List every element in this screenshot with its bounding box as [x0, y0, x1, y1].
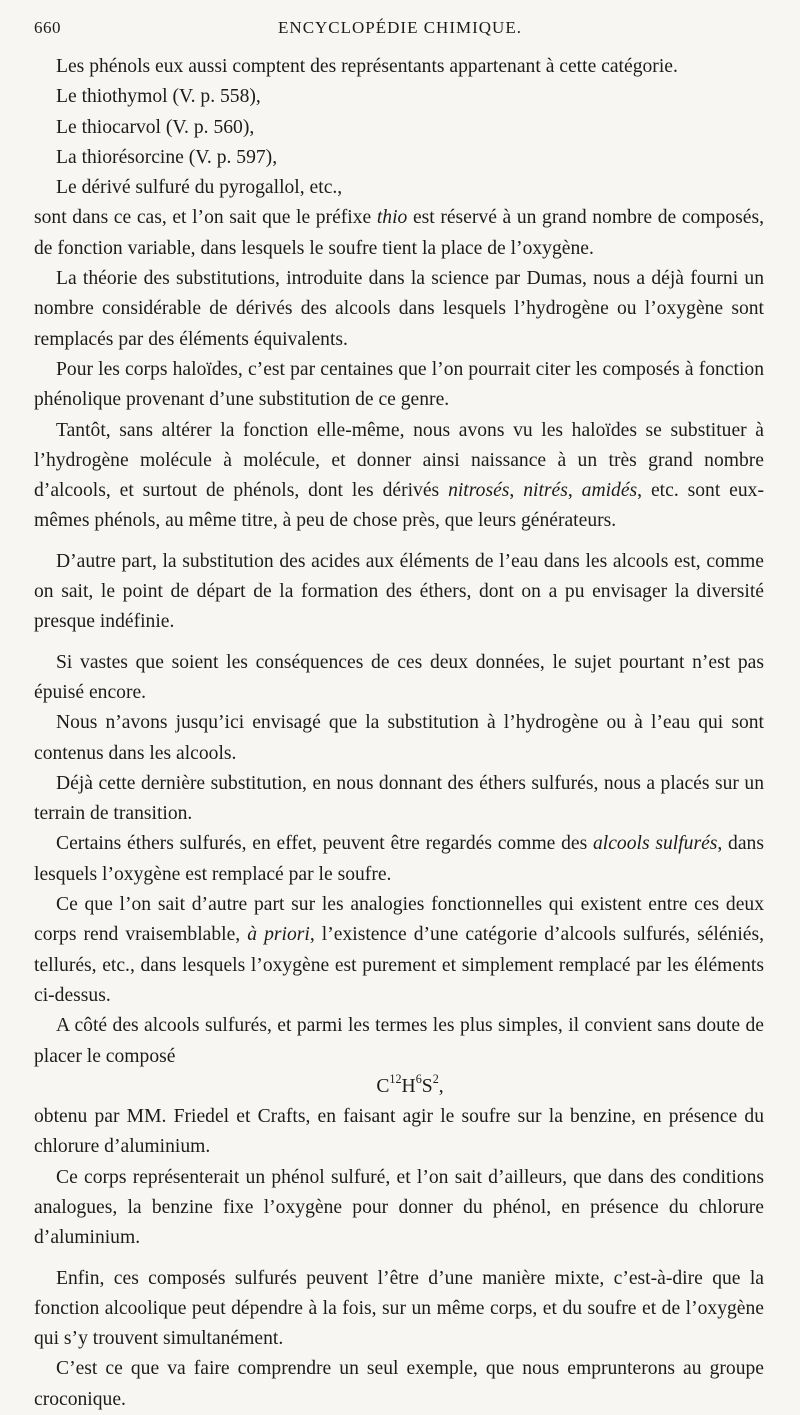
paragraph: Déjà cette dernière substitution, en nous donnant des éthers sulfurés, nous a placés sur un terrain de transition.	[34, 772, 764, 825]
text-run: , etc. sont eux-mêmes phénols, au même titre, à peu de chose près, que leurs générateurs.	[34, 480, 765, 532]
text-run: sont dans ce cas, et l’on sait que le préfixe	[34, 207, 377, 229]
text-run: ,	[509, 480, 524, 502]
paragraph	[34, 829, 764, 890]
paragraph: La thiorésorcine (V. p. 597),	[56, 146, 278, 168]
chemical-formula	[34, 1072, 764, 1102]
page-body	[34, 52, 764, 1415]
paragraph: obtenu par MM. Friedel et Crafts, en faisant agir le soufre sur la benzine, en présence du chlorure d’aluminium.	[34, 1106, 764, 1158]
formula-index: 2	[432, 1072, 439, 1087]
formula-element: C	[376, 1075, 390, 1097]
text-run: Certains éthers sulfurés, en effet, peuvent être regardés comme des	[56, 833, 593, 855]
formula-punctuation: ,	[438, 1075, 444, 1097]
italic-term: nitrosés	[448, 480, 510, 502]
formula-element: H	[401, 1075, 416, 1097]
text-run: Ce que l’on sait d’autre part sur les analogies fonctionnelles qui existent entre ces deux corps rend vraisemblable,	[34, 894, 764, 946]
paragraph: Les phénols eux aussi comptent des représentants appartenant à cette catégorie.	[56, 56, 678, 77]
paragraph: C’est ce que va faire comprendre un seul exemple, que nous emprunterons au groupe croconique.	[34, 1358, 764, 1410]
paragraph: Le dérivé sulfuré du pyrogallol, etc.,	[56, 177, 343, 199]
italic-term: à priori	[247, 924, 310, 946]
formula-element: S	[421, 1075, 433, 1097]
paragraph: Si vastes que soient les conséquences de ces deux données, le sujet pourtant n’est pas épuisé encore.	[34, 651, 764, 703]
page-header	[34, 18, 766, 46]
paragraph: Enfin, ces composés sulfurés peuvent l’être d’une manière mixte, c’est-à-dire que la fonction alcoolique peut dépendre à la fois, sur un même corps, et du soufre et de l’oxygène qui s’y trouvent simultanément.	[34, 1267, 764, 1350]
paragraph: Nous n’avons jusqu’ici envisagé que la substitution à l’hydrogène ou à l’eau qui sont contenus dans les alcools.	[34, 712, 764, 764]
formula-index: 12	[389, 1072, 402, 1087]
text-run: , l’existence d’une catégorie d’alcools sulfurés, séléniés, tellurés, etc., dans lesquels l’oxygène est purement et simplement remplacé par les éléments ci-dessus.	[34, 924, 765, 1006]
paragraph: La théorie des substitutions, introduite dans la science par Dumas, nous a déjà fourni un nombre considérable de dérivés des alcools dans lesquels l’hydrogène ou l’oxygène sont remplacés par des éléments équivalents.	[34, 268, 764, 350]
running-title: ENCYCLOPÉDIE CHIMIQUE.	[278, 18, 522, 37]
paragraph: Le thiocarvol (V. p. 560),	[56, 116, 255, 138]
italic-term: amidés	[581, 480, 638, 502]
italic-term: thio	[376, 207, 408, 229]
italic-term: nitrés	[523, 480, 568, 502]
text-run: est réservé à un grand nombre de composés, de fonction variable, dans lesquels le soufre tient la place de l’oxygène.	[34, 207, 765, 259]
paragraph: Ce corps représenterait un phénol sulfuré, et l’on sait d’ailleurs, que dans des conditions analogues, la benzine fixe l’oxygène pour donner du phénol, en présence du chlorure d’aluminium.	[34, 1166, 764, 1249]
formula-index: 6	[415, 1072, 422, 1087]
paragraph: D’autre part, la substitution des acides aux éléments de l’eau dans les alcools est, comme on sait, le point de départ de la formation des éthers, dont on a pu envisager la diversité presque indéfinie.	[34, 550, 764, 633]
text-run: Tantôt, sans altérer la fonction elle-même, nous avons vu les haloïdes se substituer à l’hydrogène molécule à molécule, et donner ainsi naissance à un très grand nombre d’alcools, et surtout de phénols, dont les dérivés	[34, 419, 764, 502]
paragraph	[34, 416, 764, 537]
text-run: ,	[567, 480, 582, 502]
italic-term: alcools sulfurés	[593, 833, 718, 855]
paragraph: Le thiothymol (V. p. 558),	[56, 86, 261, 108]
text-run: , dans lesquels l’oxygène est remplacé par le soufre.	[34, 833, 764, 885]
paragraph: A côté des alcools sulfurés, et parmi les termes les plus simples, il convient sans doute de placer le composé	[34, 1015, 764, 1067]
paragraph	[34, 890, 764, 1011]
paragraph: Pour les corps haloïdes, c’est par centaines que l’on pourrait citer les composés à fonction phénolique provenant d’une substitution de ce genre.	[34, 358, 764, 411]
paragraph	[34, 203, 764, 264]
page-number: 660	[34, 18, 61, 37]
